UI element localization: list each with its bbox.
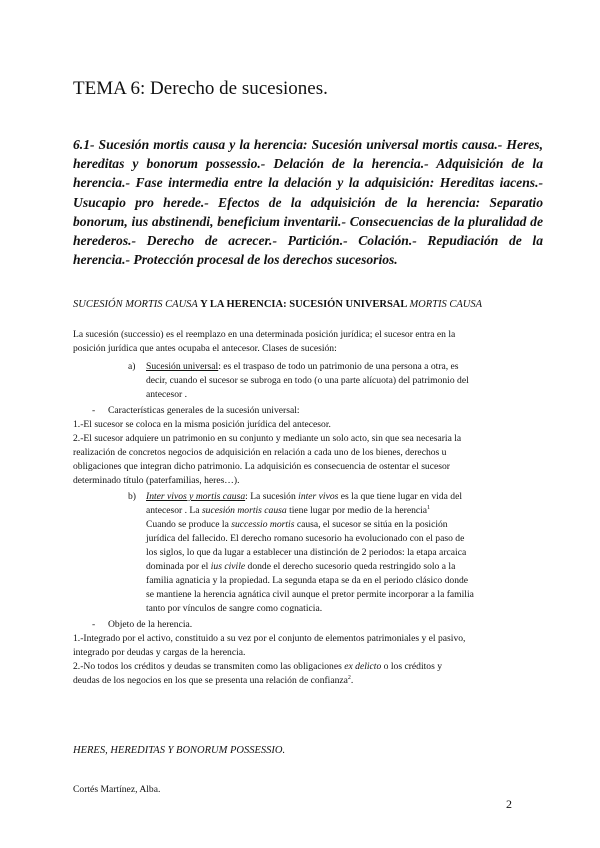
list2-text: . <box>350 675 354 686</box>
item-b-line <box>146 490 462 503</box>
section-heading-heres: HERES, HEREDITAS Y BONORUM POSSESSIO. <box>73 745 286 756</box>
item-b-line: jurídica del fallecido. El derecho romano sucesorio ha evolucionado con el paso de <box>146 533 465 544</box>
list2-italic: ex delicto <box>344 661 382 672</box>
list1-line: 2.-El sucesor adquiere un patrimonio en su conjunto y mediante un solo acto, sin que sea necesaria la <box>73 433 462 444</box>
item-b-text: tiene lugar por medio de la herencia <box>286 505 428 516</box>
list1-line: realización de concretos negocios de adquisición en relación a cada uno de los bienes, derechos u <box>73 447 447 458</box>
list2-line <box>73 674 353 687</box>
topic-summary: 6.1- Sucesión mortis causa y la herencia: Sucesión universal mortis causa.- Heres, hereditas y bonorum possessio.- Delación de la herencia.- Adquisición de la herencia.- Fase intermedia entre la delación y la adquisición: Hereditas iacens.- Usucapio pro herede.- Efectos de la adquisición de la herencia: Separatio bonorum, ius abstinendi, beneficium inventarii.- Consecuencias de la pluralidad de herederos.- Derecho de acrecer.- Partición.- Colación.- Repudiación de la herencia.- Protección procesal de los derechos sucesorios. <box>73 137 543 268</box>
list-marker-a: a) <box>128 361 136 372</box>
item-b-italic: successio mortis <box>231 519 295 530</box>
item-b-line <box>146 560 455 573</box>
item-a-line: antecesor . <box>146 389 188 400</box>
item-a-line <box>146 360 459 373</box>
item-b-italic: inter vivos <box>298 491 339 502</box>
item-a-text: : es el traspaso de todo un patrimonio de una persona a otra, es <box>218 361 459 372</box>
item-b-line: familia agnaticia y la propiedad. La segunda etapa se da en el periodo clásico donde <box>146 575 469 586</box>
item-b-italic: sucesión mortis causa <box>201 505 287 516</box>
bullet-text: Objeto de la herencia. <box>108 619 193 630</box>
item-b-line: los siglos, lo que da lugar a establecer una distinción de 2 periodos: la etapa arcaica <box>146 547 467 558</box>
item-b-text: Cuando se produce la <box>146 519 232 530</box>
intro-paragraph-line: La sucesión (successio) es el reemplazo en una determinada posición jurídica; el sucesor entra en la <box>73 329 456 340</box>
bullet-marker: - <box>92 405 96 416</box>
list2-text: 2.-No todos los créditos y deudas se transmiten como las obligaciones <box>73 661 345 672</box>
list2-text: o los créditos y <box>381 661 443 672</box>
page-number: 2 <box>506 797 512 811</box>
section-heading-sucesion <box>73 299 482 310</box>
section-heading-part: MORTIS CAUSA <box>409 299 483 310</box>
list2-line: integrado por deudas y cargas de la herencia. <box>73 647 246 658</box>
item-b-text: dominada por el <box>146 561 211 572</box>
item-b-italic: ius civile <box>210 561 246 572</box>
list1-line: 1.-El sucesor se coloca en la misma posición jurídica del antecesor. <box>73 419 331 430</box>
list-marker-b: b) <box>128 491 136 502</box>
list1-line: obligaciones que integran dicho patrimonio. La adquisición es consecuencia de ostentar el sucesor <box>73 461 450 472</box>
item-a-line: decir, cuando el sucesor se subroga en todo (o una parte alícuota) del patrimonio del <box>146 375 469 386</box>
list2-line <box>73 660 442 673</box>
item-b-line: se mantiene la herencia agnática civil aunque el pretor permite incorporar a la familia <box>146 589 474 600</box>
footnote-ref: 2 <box>347 674 351 681</box>
bullet-text: Características generales de la sucesión universal: <box>108 405 300 416</box>
footnote-ref: 1 <box>427 504 431 511</box>
page-title: TEMA 6: Derecho de sucesiones. <box>73 78 328 99</box>
list1-line: determinado título (paterfamilias, heres…). <box>73 475 240 486</box>
item-b-text: : La sucesión <box>245 491 299 502</box>
bullet-marker: - <box>92 619 96 630</box>
section-heading-part: SUCESIÓN MORTIS CAUSA <box>73 299 198 310</box>
item-a-term: Sucesión universal <box>146 361 219 372</box>
item-b-line: tanto por vínculos de sangre como cognaticia. <box>146 603 323 614</box>
section-heading-part: Y LA HERENCIA: SUCESIÓN UNIVERSAL <box>197 299 410 310</box>
item-b-line <box>146 504 430 517</box>
item-b-term: Inter vivos y mortis causa <box>146 491 246 502</box>
item-b-text: donde el derecho sucesorio queda restringido solo a la <box>245 561 456 572</box>
list2-text: deudas de los negocios en los que se presenta una relación de confianza <box>73 675 348 686</box>
list2-line: 1.-Integrado por el activo, constituido a su vez por el conjunto de elementos patrimoniales y el pasivo, <box>73 633 466 644</box>
item-b-text: es la que tiene lugar en vida del <box>338 491 462 502</box>
item-b-line <box>146 518 448 531</box>
item-b-text: antecesor . La <box>146 505 202 516</box>
item-b-text: causa, el sucesor se sitúa en la posición <box>294 519 448 530</box>
footer-author: Cortés Martínez, Alba. <box>73 784 161 795</box>
intro-paragraph-line: posición jurídica que antes ocupaba el antecesor. Clases de sucesión: <box>73 343 337 354</box>
